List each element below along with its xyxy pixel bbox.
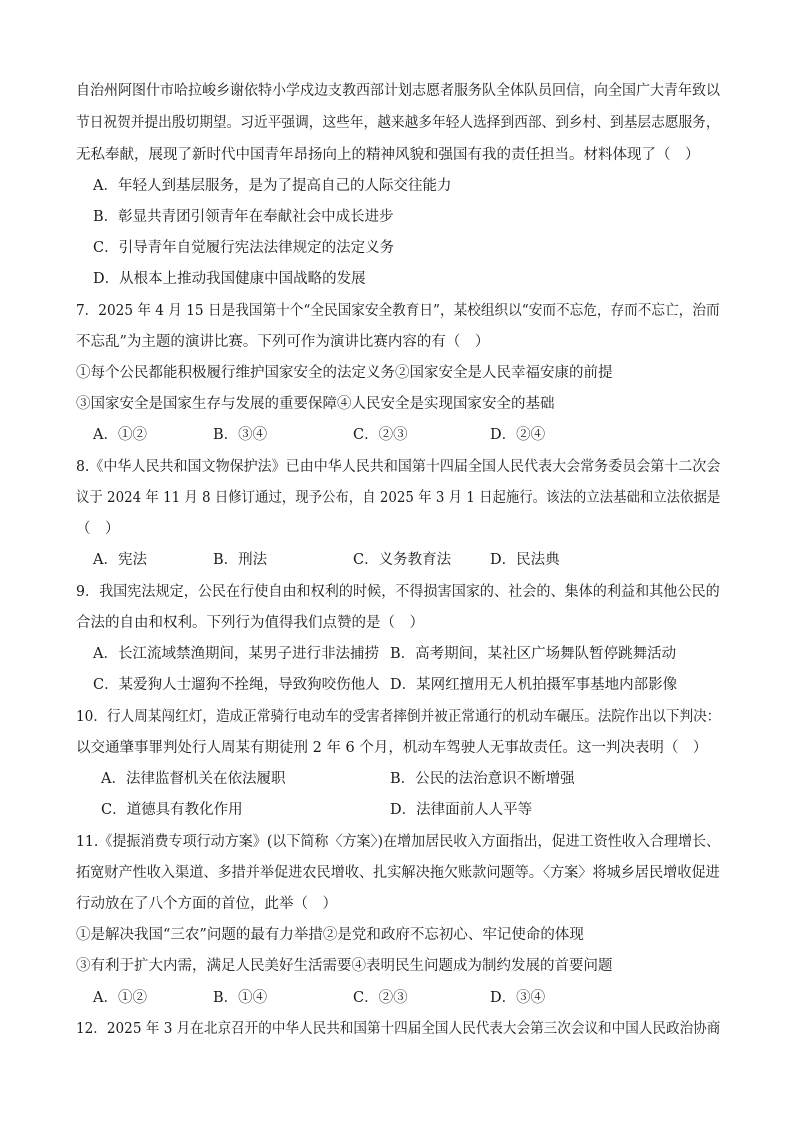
q10-option-d: D．法律面前人人平等: [390, 802, 533, 818]
q10-stem-line-1: 10．行人周某闯红灯，造成正常骑行电动车的受害者摔倒并被正常通行的机动车碾压。法院作出以下判决：: [76, 709, 721, 725]
q6-stem-line-3: 无私奉献，展现了新时代中国青年昂扬向上的精神风貌和强国有我的责任担当。材料体现了（ ）: [76, 147, 700, 163]
q11-stem-line-2: 拓宽财产性收入渠道、多措并举促进农民增收、扎实解决拖欠账款问题等。〈方案〉将城乡居民增收促进: [76, 865, 720, 881]
q8-option-c: C．义务教育法: [353, 552, 452, 568]
q7-stem-line-2: 不忘乱”为主题的演讲比赛。下列可作为演讲比赛内容的有（ ）: [76, 334, 490, 350]
q11-option-b: B．①④: [213, 990, 268, 1006]
q11-stem-line-3: 行动放在了八个方面的首位，此举（ ）: [76, 896, 337, 912]
q11-option-c: C．②③: [353, 990, 408, 1006]
q7-option-b: B．③④: [213, 427, 268, 443]
q8-option-a: A．宪法: [93, 552, 147, 568]
q7-option-a: A．①②: [93, 427, 147, 443]
q7-item-line-2: ③国家安全是国家生存与发展的重要保障④人民安全是实现国家安全的基础: [76, 396, 555, 412]
q11-stem-line-1: 11.《提振消费专项行动方案》(以下简称〈方案〉)在增加居民收入方面指出，促进工资性收入合理增长、: [76, 834, 721, 850]
q8-option-d: D．民法典: [490, 552, 560, 568]
q8-option-b: B．刑法: [213, 552, 268, 568]
q11-option-d: D．③④: [490, 990, 546, 1006]
q7-item-line-1: ①每个公民都能积极履行维护国家安全的法定义务②国家安全是人民幸福安康的前提: [76, 365, 613, 381]
q10-option-a: A．法律监督机关在依法履职: [101, 771, 286, 787]
q8-stem-line-3: （ ）: [76, 521, 120, 537]
q6-option-d: D．从根本上推动我国健康中国战略的发展: [93, 271, 366, 287]
q9-option-c: C．某爱狗人士遛狗不拴绳，导致狗咬伤他人: [93, 677, 380, 693]
q11-item-line-1: ①是解决我国“三农”问题的最有力举措②是党和政府不忘初心、牢记使命的体现: [76, 927, 584, 943]
q6-option-c: C．引导青年自觉履行宪法法律规定的法定义务: [93, 240, 395, 256]
q10-option-b: B．公民的法治意识不断增强: [390, 771, 575, 787]
q6-stem-line-2: 节日祝贺并提出殷切期望。习近平强调，这些年，越来越多年轻人选择到西部、到乡村、到基层志愿服务，: [76, 115, 720, 131]
q10-stem-line-2: 以交通肇事罪判处行人周某有期徒刑 2 年 6 个月，机动车驾驶人无事故责任。这一判决表明（ ）: [76, 740, 708, 756]
q11-item-line-2: ③有利于扩大内需，满足人民美好生活需要④表明民生问题成为制约发展的首要问题: [76, 958, 613, 974]
q12-stem-line-1: 12．2025 年 3 月在北京召开的中华人民共和国第十四届全国人民代表大会第三次会议和中国人民政治协商: [76, 1021, 721, 1037]
q9-stem-line-2: 合法的自由和权利。下列行为值得我们点赞的是（ ）: [76, 615, 424, 631]
q8-stem-line-2: 议于 2024 年 11 月 8 日修订通过，现予公布，自 2025 年 3 月 1 日起施行。该法的立法基础和立法依据是: [76, 490, 721, 506]
q9-option-b: B．高考期间，某社区广场舞队暂停跳舞活动: [390, 646, 677, 662]
q10-option-c: C．道德具有教化作用: [101, 802, 243, 818]
q11-option-a: A．①②: [93, 990, 147, 1006]
q6-option-a: A．年轻人到基层服务，是为了提高自己的人际交往能力: [93, 178, 452, 194]
q6-option-b: B．彰显共青团引领青年在奉献社会中成长进步: [93, 209, 394, 225]
q7-option-d: D．②④: [490, 427, 546, 443]
q9-option-d: D．某网红擅用无人机拍摄军事基地内部影像: [390, 677, 678, 693]
q7-stem-line-1: 7．2025 年 4 月 15 日是我国第十个“全民国家安全教育日”，某校组织以“安而不忘危，存而不忘亡，治而: [76, 303, 720, 319]
q7-option-c: C．②③: [353, 427, 408, 443]
q9-stem-line-1: 9．我国宪法规定，公民在行使自由和权利的时候，不得损害国家的、社会的、集体的利益和其他公民的: [76, 584, 720, 600]
q8-stem-line-1: 8.《中华人民共和国文物保护法》已由中华人民共和国第十四届全国人民代表大会常务委员会第十二次会: [76, 459, 721, 475]
q9-option-a: A．长江流域禁渔期间，某男子进行非法捕捞: [93, 646, 379, 662]
q6-stem-line-1: 自治州阿图什市哈拉峻乡谢依特小学戍边支教西部计划志愿者服务队全体队员回信，向全国广大青年致以: [76, 83, 720, 99]
